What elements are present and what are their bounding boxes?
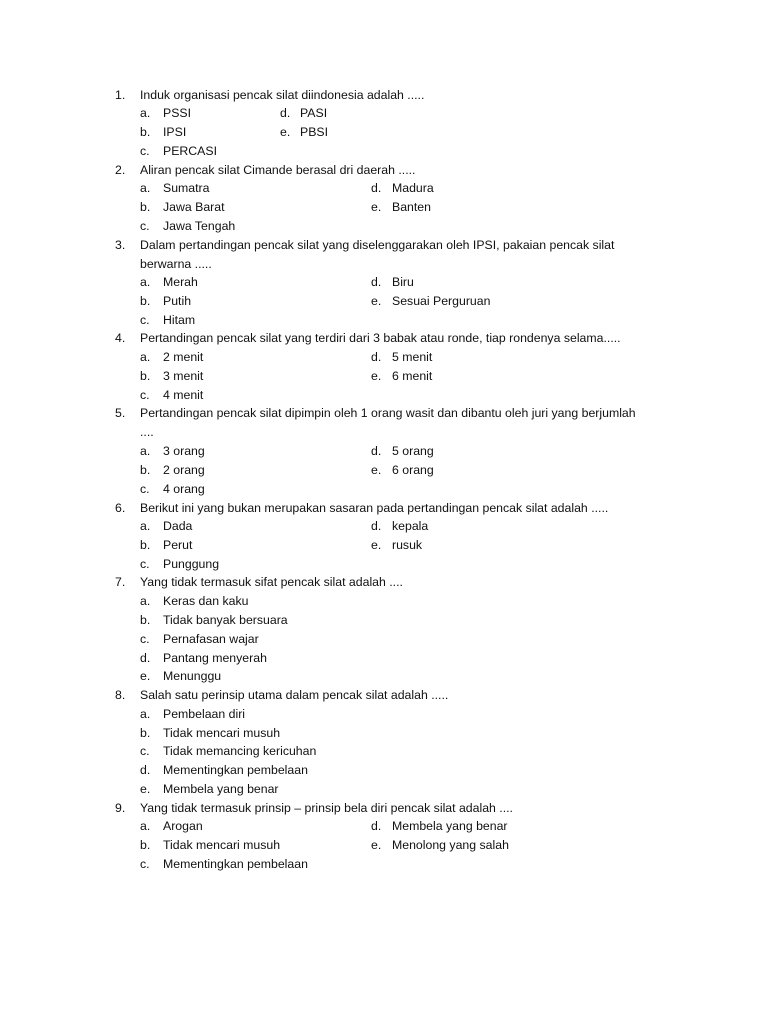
question-number: 8.: [115, 688, 126, 702]
option-letter: b.: [140, 613, 151, 627]
option-text: PERCASI: [163, 144, 217, 158]
option-text: PBSI: [300, 125, 329, 139]
option-text: 2 menit: [163, 350, 204, 364]
option-text: Pantang menyerah: [163, 651, 267, 665]
option-text: 4 menit: [163, 388, 204, 402]
option-text: Menolong yang salah: [392, 838, 509, 852]
option-text: Sesuai Perguruan: [392, 294, 491, 308]
option-letter: a.: [140, 350, 151, 364]
option-text: 6 orang: [392, 463, 434, 477]
option-text: PASI: [300, 106, 328, 120]
option-text: 5 orang: [392, 444, 434, 458]
option-text: Membela yang benar: [163, 782, 279, 796]
option-letter: a.: [140, 106, 151, 120]
question-text: Yang tidak termasuk prinsip – prinsip bela diri pencak silat adalah ....: [140, 801, 513, 815]
option-letter: e.: [140, 782, 151, 796]
option-letter: d.: [280, 106, 291, 120]
option-letter: b.: [140, 538, 151, 552]
option-letter: e.: [140, 669, 151, 683]
option-text: Perut: [163, 538, 193, 552]
option-text: Jawa Tengah: [163, 219, 236, 233]
option-letter: b.: [140, 838, 151, 852]
question-number: 4.: [115, 331, 126, 345]
question-number: 1.: [115, 88, 126, 102]
option-text: Sumatra: [163, 181, 210, 195]
option-letter: b.: [140, 125, 151, 139]
option-text: Hitam: [163, 313, 196, 327]
option-letter: e.: [371, 538, 382, 552]
option-letter: c.: [140, 857, 150, 871]
option-letter: e.: [371, 369, 382, 383]
option-letter: b.: [140, 463, 151, 477]
option-text: Merah: [163, 275, 198, 289]
option-letter: e.: [280, 125, 291, 139]
option-letter: a.: [140, 444, 151, 458]
option-letter: b.: [140, 200, 151, 214]
option-letter: c.: [140, 482, 150, 496]
option-text: Punggung: [163, 557, 220, 571]
option-text: Keras dan kaku: [163, 594, 249, 608]
question-text: ....: [140, 425, 154, 439]
option-letter: d.: [371, 519, 382, 533]
option-text: 4 orang: [163, 482, 205, 496]
option-text: Jawa Barat: [163, 200, 225, 214]
option-text: Putih: [163, 294, 192, 308]
option-text: Pernafasan wajar: [163, 632, 259, 646]
option-text: Tidak banyak bersuara: [163, 613, 288, 627]
option-text: 3 orang: [163, 444, 205, 458]
option-letter: d.: [371, 181, 382, 195]
question-text: Aliran pencak silat Cimande berasal dri daerah .....: [140, 163, 416, 177]
question-number: 7.: [115, 575, 126, 589]
option-text: Tidak mencari musuh: [163, 726, 281, 740]
option-letter: a.: [140, 275, 151, 289]
question-number: 3.: [115, 238, 126, 252]
option-text: kepala: [392, 519, 429, 533]
option-letter: d.: [371, 350, 382, 364]
option-letter: d.: [371, 819, 382, 833]
option-text: Arogan: [163, 819, 203, 833]
option-text: Madura: [392, 181, 434, 195]
option-letter: b.: [140, 294, 151, 308]
option-letter: c.: [140, 557, 150, 571]
option-letter: c.: [140, 219, 150, 233]
option-letter: e.: [371, 294, 382, 308]
option-text: Biru: [392, 275, 414, 289]
option-letter: c.: [140, 313, 150, 327]
option-letter: d.: [140, 763, 151, 777]
option-letter: c.: [140, 744, 150, 758]
option-text: 2 orang: [163, 463, 205, 477]
option-letter: e.: [371, 463, 382, 477]
option-text: 3 menit: [163, 369, 204, 383]
option-text: 5 menit: [392, 350, 433, 364]
option-text: Mementingkan pembelaan: [163, 857, 308, 871]
option-letter: e.: [371, 200, 382, 214]
question-text: Induk organisasi pencak silat diindonesia adalah .....: [140, 88, 425, 102]
option-letter: c.: [140, 388, 150, 402]
question-text: Berikut ini yang bukan merupakan sasaran pada pertandingan pencak silat adalah .....: [140, 501, 609, 515]
question-number: 6.: [115, 501, 126, 515]
option-text: Membela yang benar: [392, 819, 508, 833]
option-letter: a.: [140, 181, 151, 195]
option-letter: c.: [140, 144, 150, 158]
option-text: PSSI: [163, 106, 192, 120]
option-text: rusuk: [392, 538, 423, 552]
question-number: 9.: [115, 801, 126, 815]
option-text: Banten: [392, 200, 431, 214]
option-letter: b.: [140, 369, 151, 383]
question-text: Dalam pertandingan pencak silat yang diselenggarakan oleh IPSI, pakaian pencak silat: [140, 238, 615, 252]
option-letter: a.: [140, 707, 151, 721]
question-text: berwarna .....: [140, 257, 212, 271]
option-text: Tidak mencari musuh: [163, 838, 281, 852]
option-letter: a.: [140, 519, 151, 533]
option-text: Tidak memancing kericuhan: [163, 744, 317, 758]
question-text: Pertandingan pencak silat dipimpin oleh 1 orang wasit dan dibantu oleh juri yang berjumlah: [140, 406, 636, 420]
question-text: Pertandingan pencak silat yang terdiri dari 3 babak atau ronde, tiap rondenya selama.....: [140, 331, 621, 345]
option-letter: b.: [140, 726, 151, 740]
question-text: Salah satu perinsip utama dalam pencak silat adalah .....: [140, 688, 449, 702]
question-text: Yang tidak termasuk sifat pencak silat adalah ....: [140, 575, 403, 589]
question-number: 2.: [115, 163, 126, 177]
option-letter: d.: [140, 651, 151, 665]
option-text: Mementingkan pembelaan: [163, 763, 308, 777]
option-text: 6 menit: [392, 369, 433, 383]
option-text: Menunggu: [163, 669, 222, 683]
option-letter: c.: [140, 632, 150, 646]
option-letter: a.: [140, 594, 151, 608]
option-letter: e.: [371, 838, 382, 852]
option-text: Pembelaan diri: [163, 707, 246, 721]
option-letter: d.: [371, 444, 382, 458]
option-letter: d.: [371, 275, 382, 289]
option-text: IPSI: [163, 125, 187, 139]
option-letter: a.: [140, 819, 151, 833]
question-number: 5.: [115, 406, 126, 420]
option-text: Dada: [163, 519, 193, 533]
